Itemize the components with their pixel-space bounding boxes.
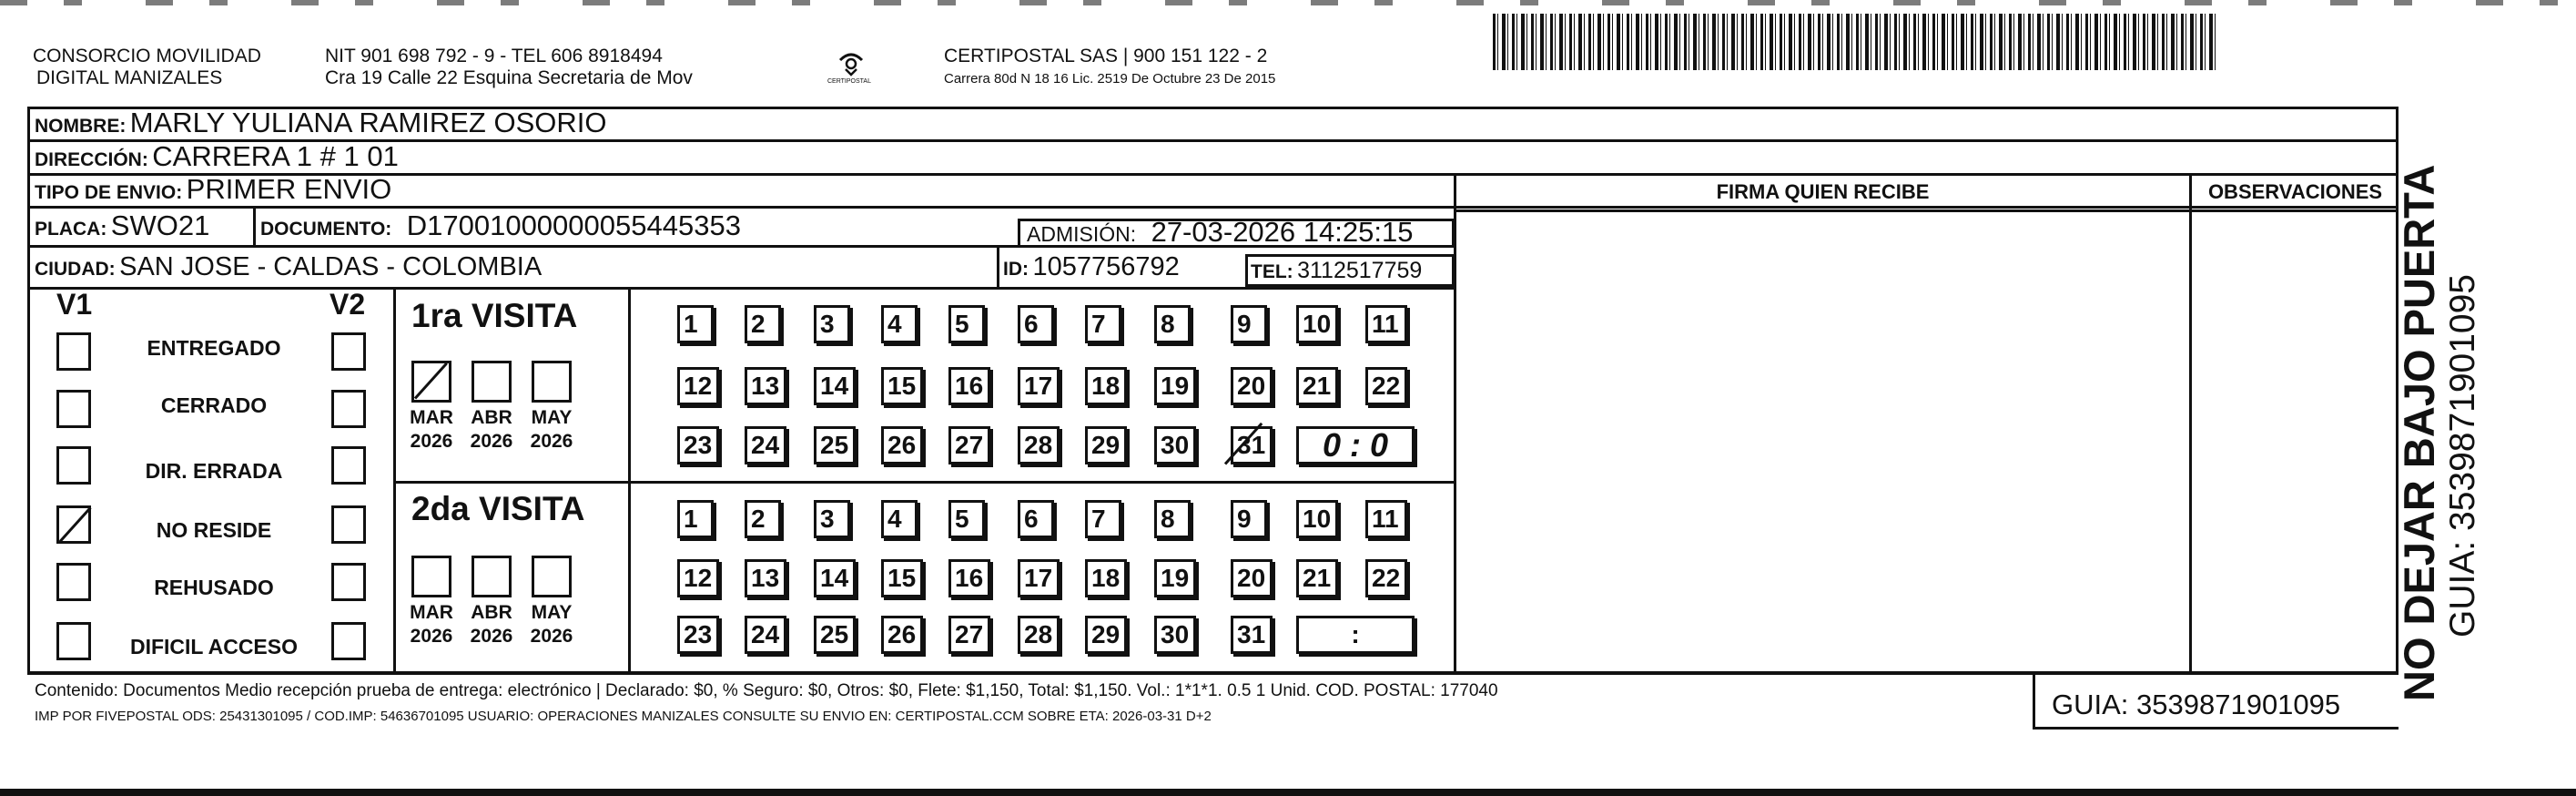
v1-checkbox-5[interactable] <box>56 622 91 660</box>
visit2-day-1[interactable]: 1 <box>677 500 714 538</box>
no-dejar-bajo-puerta: NO DEJAR BAJO PUERTA <box>2395 164 2443 701</box>
month-label: MAY <box>531 602 573 623</box>
month-year: 2026 <box>470 431 513 452</box>
nombre-row <box>35 107 606 145</box>
guia-box: GUIA: 3539871901095 <box>2052 689 2341 720</box>
v1-checkbox-0[interactable] <box>56 332 91 371</box>
observaciones-header: OBSERVACIONES <box>2207 180 2383 203</box>
visit1-day-22[interactable]: 22 <box>1365 367 1407 405</box>
first-visit-title: 1ra VISITA <box>411 297 578 334</box>
visit1-day-15[interactable]: 15 <box>881 367 923 405</box>
id-cell <box>1003 250 1180 289</box>
visit1-day-8[interactable]: 8 <box>1154 305 1191 343</box>
visit2-day-13[interactable]: 13 <box>745 559 786 597</box>
visit1-day-12[interactable]: 12 <box>677 367 719 405</box>
visit1-day-4[interactable]: 4 <box>881 305 918 343</box>
tipo-envio-value: PRIMER ENVIO <box>186 173 392 205</box>
option-label: NO RESIDE <box>156 518 272 542</box>
imp-line: IMP POR FIVEPOSTAL ODS: 25431301095 / COD.IMP: 54636701095 USUARIO: OPERACIONES MANIZALES CONSULTE SU ENVIO EN: CERTIPOSTAL.CCM SOBRE ETA: 2026-03-31 D+2 <box>35 709 1212 724</box>
admision-value: 27-03-2026 14:25:15 <box>1151 216 1414 248</box>
v1-label: V1 <box>56 288 93 321</box>
visit2-day-31[interactable]: 31 <box>1231 616 1273 654</box>
v2-checkbox-0[interactable] <box>331 332 366 371</box>
visit1-day-17[interactable]: 17 <box>1018 367 1060 405</box>
visit1-day-5[interactable]: 5 <box>948 305 985 343</box>
visit1-day-29[interactable]: 29 <box>1085 426 1127 464</box>
contenido-line: Contenido: Documentos Medio recepción prueba de entrega: electrónico | Declarado: $0, % Seguro: $0, Otros: $0, Flete: $1,150, Total: $1,150. Vol.: 1*1*1. 0.5 1 Unid. COD. POSTAL: 177040 <box>35 681 1498 700</box>
admision-cell <box>1027 217 1413 253</box>
visit2-day-9[interactable]: 9 <box>1231 500 1267 538</box>
barcode <box>1493 14 2216 70</box>
option-label: DIR. ERRADA <box>145 459 283 483</box>
visit1-day-10[interactable]: 10 <box>1296 305 1338 343</box>
visit2-day-11[interactable]: 11 <box>1365 500 1407 538</box>
company-name-line2: DIGITAL MANIZALES <box>36 67 223 88</box>
visit2-month-box[interactable] <box>532 556 572 597</box>
direccion-label: DIRECCIÓN: <box>35 149 148 170</box>
v2-checkbox-1[interactable] <box>331 390 366 428</box>
bottom-rule <box>0 789 2576 796</box>
address-line: Cra 19 Calle 22 Esquina Secretaria de Mov <box>325 67 693 88</box>
placa-divider <box>253 206 256 245</box>
visit2-month-box[interactable] <box>411 556 451 597</box>
month-label: MAR <box>410 602 453 623</box>
documento-value: D17001000000055445353 <box>406 209 741 241</box>
visit1-day-21[interactable]: 21 <box>1296 367 1338 405</box>
tipo-envio-label: TIPO DE ENVIO: <box>35 182 183 203</box>
footer-bottom-line <box>2033 727 2399 730</box>
visit2-day-26[interactable]: 26 <box>881 616 923 654</box>
company-name-line1: CONSORCIO MOVILIDAD <box>33 46 261 66</box>
tipo-envio-row <box>35 173 391 211</box>
top-edge-marks <box>0 0 2576 5</box>
visit2-day-5[interactable]: 5 <box>948 500 985 538</box>
visit-panel-divider <box>393 287 396 672</box>
v1-checkbox-4[interactable] <box>56 563 91 601</box>
visit2-day-10[interactable]: 10 <box>1296 500 1338 538</box>
tel-cell <box>1251 253 1422 291</box>
visit1-day-16[interactable]: 16 <box>948 367 990 405</box>
direccion-value: CARRERA 1 # 1 01 <box>152 140 399 172</box>
visit1-day-23[interactable]: 23 <box>677 426 719 464</box>
visit2-day-19[interactable]: 19 <box>1154 559 1196 597</box>
visit2-day-22[interactable]: 22 <box>1365 559 1407 597</box>
id-value: 1057756792 <box>1032 252 1180 281</box>
visit1-day-3[interactable]: 3 <box>814 305 850 343</box>
ciudad-value: SAN JOSE - CALDAS - COLOMBIA <box>119 252 543 281</box>
option-label: ENTREGADO <box>147 336 281 360</box>
placa-label: PLACA: <box>35 219 107 240</box>
visit2-day-16[interactable]: 16 <box>948 559 990 597</box>
visit2-day-7[interactable]: 7 <box>1085 500 1121 538</box>
visit2-day-28[interactable]: 28 <box>1018 616 1060 654</box>
month-caption <box>403 601 460 648</box>
v2-checkbox-4[interactable] <box>331 563 366 601</box>
visit1-day-19[interactable]: 19 <box>1154 367 1196 405</box>
visit1-day-11[interactable]: 11 <box>1365 305 1407 343</box>
visit1-day-24[interactable]: 24 <box>745 426 786 464</box>
visit1-day-1[interactable]: 1 <box>677 305 714 343</box>
v2-checkbox-5[interactable] <box>331 622 366 660</box>
certipostal-logo-text: CERTIPOSTAL <box>827 78 871 85</box>
documento-cell <box>260 208 741 250</box>
visit1-day-14[interactable]: 14 <box>814 367 856 405</box>
certipostal-line2: Carrera 80d N 18 16 Lic. 2519 De Octubre 23 De 2015 <box>944 71 1276 87</box>
placa-value: SWO21 <box>110 209 210 241</box>
visit2-month-box[interactable] <box>472 556 512 597</box>
placa-row <box>35 208 209 250</box>
visit1-day-2[interactable]: 2 <box>745 305 781 343</box>
visit1-day-13[interactable]: 13 <box>745 367 786 405</box>
visit2-day-24[interactable]: 24 <box>745 616 786 654</box>
certipostal-line1: CERTIPOSTAL SAS | 900 151 122 - 2 <box>944 46 1268 66</box>
visit2-day-17[interactable]: 17 <box>1018 559 1060 597</box>
visit1-month-box[interactable] <box>472 361 512 403</box>
visit2-day-29[interactable]: 29 <box>1085 616 1127 654</box>
option-label: CERRADO <box>160 393 268 417</box>
month-year: 2026 <box>530 626 573 647</box>
visit1-day-9[interactable]: 9 <box>1231 305 1267 343</box>
visit1-day-26[interactable]: 26 <box>881 426 923 464</box>
visit1-day-27[interactable]: 27 <box>948 426 990 464</box>
firma-header: FIRMA QUIEN RECIBE <box>1716 180 1930 203</box>
documento-label: DOCUMENTO: <box>260 219 392 240</box>
visit1-time-box[interactable]: 0 : 0 <box>1296 426 1415 464</box>
visit2-day-2[interactable]: 2 <box>745 500 781 538</box>
visit2-day-21[interactable]: 21 <box>1296 559 1338 597</box>
visit2-day-18[interactable]: 18 <box>1085 559 1127 597</box>
nombre-label: NOMBRE: <box>35 116 127 137</box>
visit-split <box>393 481 1455 484</box>
nit-line: NIT 901 698 792 - 9 - TEL 606 8918494 <box>325 46 663 66</box>
visit2-day-4[interactable]: 4 <box>881 500 918 538</box>
ciudad-row <box>35 250 542 289</box>
month-year: 2026 <box>530 431 573 452</box>
months-days-divider <box>628 287 631 672</box>
visit1-month-box[interactable] <box>532 361 572 403</box>
nombre-value: MARLY YULIANA RAMIREZ OSORIO <box>129 107 607 138</box>
visit2-day-25[interactable]: 25 <box>814 616 856 654</box>
visit2-day-8[interactable]: 8 <box>1154 500 1191 538</box>
month-caption <box>523 601 580 648</box>
admision-label: ADMISIÓN: <box>1027 222 1137 246</box>
visit2-day-27[interactable]: 27 <box>948 616 990 654</box>
visit2-day-30[interactable]: 30 <box>1154 616 1196 654</box>
observaciones-area[interactable] <box>2194 212 2396 670</box>
id-divider <box>997 245 999 287</box>
v2-label: V2 <box>330 288 366 321</box>
visit2-day-3[interactable]: 3 <box>814 500 850 538</box>
visit2-time-box[interactable]: : <box>1296 616 1415 654</box>
month-label: MAY <box>531 407 573 428</box>
visit2-day-20[interactable]: 20 <box>1231 559 1273 597</box>
visit1-day-6[interactable]: 6 <box>1018 305 1054 343</box>
tel-value: 3112517759 <box>1297 258 1423 283</box>
visit2-day-12[interactable]: 12 <box>677 559 719 597</box>
row-divider <box>27 672 2399 675</box>
obs-col-left <box>2189 173 2192 672</box>
v2-checkbox-2[interactable] <box>331 446 366 485</box>
visit1-day-18[interactable]: 18 <box>1085 367 1127 405</box>
visit2-day-15[interactable]: 15 <box>881 559 923 597</box>
visit2-day-23[interactable]: 23 <box>677 616 719 654</box>
visit2-day-6[interactable]: 6 <box>1018 500 1054 538</box>
v1-checkbox-2[interactable] <box>56 446 91 485</box>
visit1-day-7[interactable]: 7 <box>1085 305 1121 343</box>
v2-checkbox-3[interactable] <box>331 505 366 544</box>
guia-box-left <box>2033 672 2035 729</box>
month-caption <box>403 406 460 454</box>
visit1-day-20[interactable]: 20 <box>1231 367 1273 405</box>
month-year: 2026 <box>410 626 453 647</box>
visit2-day-14[interactable]: 14 <box>814 559 856 597</box>
id-label: ID: <box>1003 259 1029 280</box>
visit1-day-30[interactable]: 30 <box>1154 426 1196 464</box>
side-guia: GUIA: 3539871901095 <box>2443 274 2482 638</box>
option-label: REHUSADO <box>154 576 274 599</box>
ciudad-label: CIUDAD: <box>35 259 116 280</box>
month-caption <box>523 406 580 454</box>
month-caption <box>463 601 520 648</box>
month-label: ABR <box>471 602 512 623</box>
visit1-day-31[interactable]: 31 <box>1231 426 1273 464</box>
second-visit-title: 2da VISITA <box>411 490 585 527</box>
option-label: DIFICIL ACCESO <box>129 635 298 658</box>
visit1-day-28[interactable]: 28 <box>1018 426 1060 464</box>
month-label: MAR <box>410 407 453 428</box>
month-caption <box>463 406 520 454</box>
month-year: 2026 <box>410 431 453 452</box>
tel-label: TEL: <box>1251 261 1293 282</box>
month-year: 2026 <box>470 626 513 647</box>
signature-area[interactable] <box>1458 212 2186 670</box>
firma-col-left <box>1454 173 1456 672</box>
certipostal-logo <box>824 44 878 89</box>
month-label: ABR <box>471 407 512 428</box>
v1-checkbox-1[interactable] <box>56 390 91 428</box>
visit1-day-25[interactable]: 25 <box>814 426 856 464</box>
